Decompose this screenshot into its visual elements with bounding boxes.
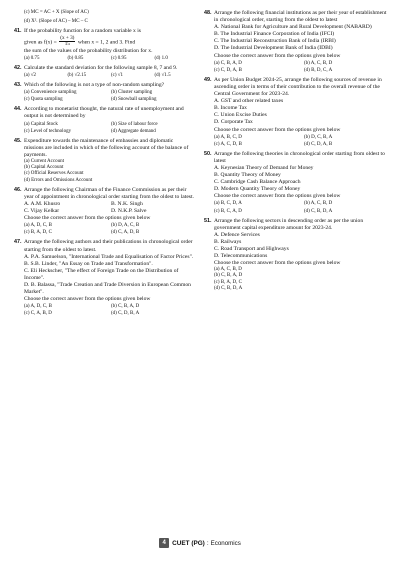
options [24,72,194,79]
option-d: (d) Errors and Omissions Account [24,177,93,183]
question-49 [204,77,390,148]
choose-instruction: Choose the correct answer from the options given below [24,296,151,303]
question-48 [204,10,390,74]
question-43 [14,82,194,103]
option-d: (d) C, B, D, A [304,208,333,214]
question-text: Arrange the following Chairman of the Finance Commission as per their year of appointment in chronological order starting from the oldest to latest. [24,186,194,200]
question-number: 41. [14,28,22,35]
option-line: (d) X². (Slope of AC) – MC – C [24,19,88,25]
option-c: (c) A, C, D, B [214,141,242,147]
question-number: 44. [14,106,22,113]
option-b: (b) Cluster sampling [111,90,153,96]
options [214,60,390,74]
question-text-continued: the sum of the values of the probability distribution for x. [24,47,153,54]
option-b: (b) √2.15 [67,72,87,78]
options [24,55,194,62]
option-a: (a) C, B, A, D [214,60,242,66]
option-c: (c) Quota sampling [24,97,63,103]
question-44 [14,106,194,134]
option-c: (c) 0.95 [111,55,127,61]
footer-separator: : [206,539,209,547]
footer-title: CUET (PG) [172,539,205,547]
option-c: (c) B, A, D, C [24,230,52,236]
item-d: D. N.K.P. Salve [111,208,147,215]
option-d: (d) B, D, C, A [304,67,333,73]
options [214,134,390,148]
option-b: (b) A, C, B, D [304,201,333,207]
question-text: Arrange the following authors and their publications in chronological order starting from the oldest to latest. [24,239,193,253]
option-a: (a) B, C, D, A [214,201,242,207]
page-number: 4 [159,538,169,548]
option-a: (a) A, D, C, B [24,223,52,229]
option-c: (c) √1 [111,72,124,78]
question-text: As per Union Budget 2024-25, arrange the following sources of revenue in ascending order in terms of their contribution to the overall revenue of the Central Government for 2023-24. [214,76,382,98]
question-47 [14,239,194,317]
item-b: B. Quantity Theory of Money [214,172,281,179]
item-a: A. A.M. Khusro [24,201,61,207]
choose-instruction: Choose the correct answer from the options given below [24,215,151,222]
option-a: (a) 0.75 [24,55,40,61]
option-d: (d) C, B, D, A [214,285,243,291]
option-d: (d) 1.0 [154,55,168,61]
option-b: (b) A, C, B, D [304,60,333,66]
question-text: Expenditure towards the maintenance of embassies and diplomatic missions are included in which of the following account of the balance of payments. [24,137,189,158]
item-c: C. Union Excise Duties [214,112,267,119]
option-a: (a) Capital Stock [24,121,58,127]
choose-instruction: Choose the correct answer from the options given below [214,52,341,59]
option-c: (c) Level of technology [24,128,72,134]
option-b: (b) D, C, B, A [304,134,333,140]
question-text: Arrange the following financial institutions as per their year of establishment in chronological order, starting from the oldest to latest [214,10,387,24]
question-number: 50. [204,150,212,157]
item-b: B. S.B. Linder, "An Essay on Trade and Transformation". [24,260,153,267]
choose-instruction: Choose the correct answer from the options given below [214,126,341,133]
item-a: A. Keynesian Theory of Demand for Money [214,164,314,171]
option-a: (a) A, C, B, D [214,267,242,273]
item-b: B. Income Tax [214,105,247,112]
items [24,201,194,215]
item-b: B. N.K. Singh [111,201,143,207]
fraction [59,36,75,48]
left-column [14,10,194,321]
question-number: 51. [204,217,212,224]
item-d: D. Corporate Tax [214,119,253,126]
item-b: B. Railways [214,238,242,245]
item-c: C. Cambridge Cash Balance Approach [214,179,301,186]
question-formula [24,36,194,48]
item-a: A. National Bank for Agriculture and Rural Development (NABARD) [214,24,372,31]
question-51 [204,218,390,292]
question-number: 46. [14,186,22,193]
fraction-denominator: 15 [64,41,70,48]
options [24,222,194,236]
footer-subject: Economics [210,539,241,547]
option-b: (b) C, B, A, D [214,273,243,279]
question-42 [14,65,194,79]
option-a: (a) Convenience sampling [24,90,77,96]
option-c: (c) B, C, A, D [214,208,242,214]
option-c: (c) B, A, D, C [214,279,242,285]
formula-tail: when x = 1, 2 and 3. Find [77,38,136,45]
option-c: (c) C, A, B, D [24,311,52,317]
formula-lead: given as f(x) = [24,38,57,45]
options [24,303,194,317]
option-a: (a) Current Account [24,159,64,164]
option-d: (d) Snowball sampling [111,97,157,103]
question-text: Arrange the following theories in chronological order starting from oldest to latest [214,150,385,164]
option-a: (a) √2 [24,72,37,78]
question-number: 42. [14,64,22,71]
option-a: (a) A, B, C, D [214,134,242,140]
item-d: D. Modern Quantity Theory of Money [214,186,301,193]
option-d: (d) √1.5 [154,72,171,78]
item-c: C. Vijay Kelkar [24,208,60,215]
item-d: D. The Industrial Development Bank of India (IDBI) [214,45,333,52]
options [214,200,390,214]
question-50 [204,151,390,215]
question-41 [14,28,194,61]
item-a: A. GST and other related taxes [214,98,284,105]
question-text: Which of the following is not a type of non-random sampling? [24,82,165,89]
option-d: (d) C, D, B, A [111,311,140,317]
question-45 [14,138,194,184]
option-b: (b) C, B, A, D [111,304,140,310]
option-line: (c) MC = AC + X (Slope of AC) [24,10,89,15]
page-footer [0,536,400,550]
option-b: (b) Size of labour force [111,121,158,127]
question-number: 45. [14,137,22,144]
option-c: (c) Official Reserves Account [24,171,84,177]
choose-instruction: Choose the correct answer from the options given below [214,193,341,200]
item-c: C. The Industrial Reconstruction Bank of India (IRBI) [214,38,336,45]
item-c: C. Road Transport and Highways [214,246,289,252]
option-a: (a) A, D, C, B [24,304,52,310]
option-b: (b) D, A, C, B [111,223,140,229]
question-text: Arrange the following sectors in descending order as per the union government capital expenditure amount for 2023-24. [214,217,364,231]
option-b: (b) 0.85 [67,55,84,61]
option-d: (d) C, A, D, B [111,230,140,236]
question-46 [14,187,194,237]
question-number: 47. [14,239,22,246]
question-number: 48. [204,10,212,16]
question-number: 43. [14,82,22,89]
item-a: A. Defence Services [214,231,260,238]
question-text: According to monetarist thought, the natural rate of unemployment and output is not determined by [24,106,184,120]
question-text: If the probability function for a random variable x is [24,28,141,35]
options [24,121,194,135]
option-c: (c) C, D, A, B [214,67,242,73]
item-a: A. P.A. Samuelson, "International Trade and Equalisation of Factor Prices". [24,253,194,260]
item-d: D. B. Balassa, "Trade Creation and Trade Diversion in European Common Market". [24,282,191,296]
options [24,89,194,103]
item-b: B. The Industrial Finance Corporation of India (IFCI) [214,31,335,38]
choose-instruction: Choose the correct answer from the options given below [214,260,341,267]
question-text: Calculate the standard deviation for the following sample 8, 7 and 9. [24,64,178,71]
question-number: 49. [204,76,212,83]
item-d: D. Telecommunications [214,253,268,260]
option-d: (d) Aggregate demand [111,128,156,134]
option-b: (b) Capital Account [24,165,64,171]
option-d: (d) C, D, A, B [304,141,333,147]
fraction-numerator: (x + 3) [60,34,75,41]
right-column [204,10,390,295]
item-c: C. Eli Heckscher, "The effect of Foreign Trade on the Distribution of Income". [24,267,179,281]
